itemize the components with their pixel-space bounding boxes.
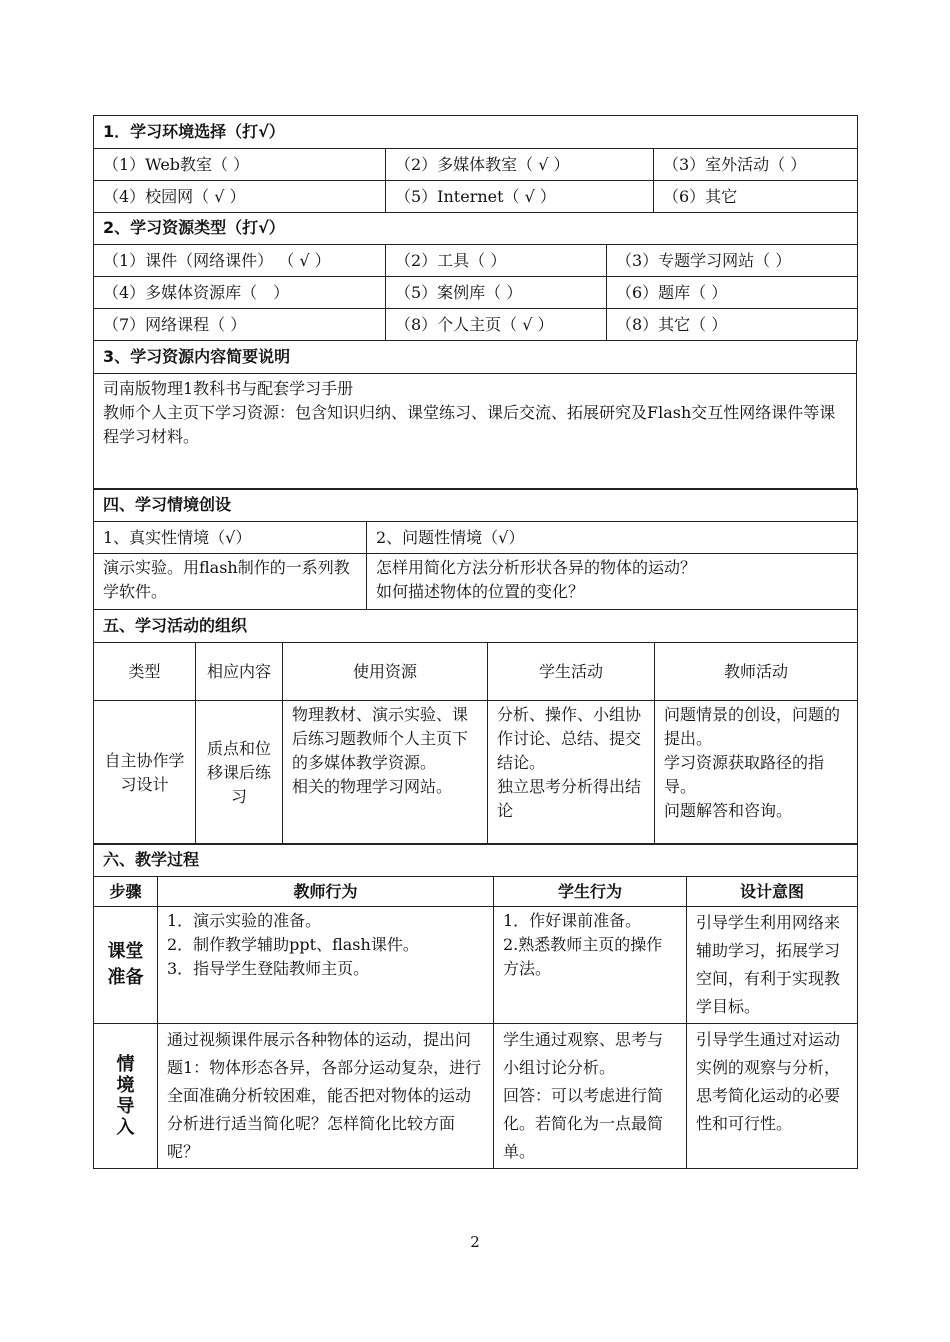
situation-header: 1、真实性情境（√）	[94, 522, 367, 554]
learning-environment-table	[93, 115, 858, 213]
column-header: 教师行为	[158, 877, 494, 907]
section-title: 1．学习环境选择（打√）	[94, 116, 858, 149]
activity-content: 质点和位移课后练习	[196, 701, 283, 845]
resource-description-table	[93, 341, 857, 490]
table-row	[94, 1024, 858, 1169]
resource-type-table	[93, 212, 858, 341]
student-behavior: 回答：可以考虑进行简化。若简化为一点最简单。	[503, 1086, 664, 1161]
column-header: 教师活动	[655, 643, 858, 701]
option-cell: （1）课件（网络课件） （ √ ）	[94, 245, 386, 277]
situation-content: 演示实验。用flash制作的一系列教学软件。	[94, 554, 367, 610]
design-intent: 引导学生利用网络来辅助学习，拓展学习空间，有利于实现教学目标。	[687, 907, 858, 1024]
teacher-activity: 问题情景的创设，问题的提出。	[664, 705, 841, 748]
teacher-activity: 问题解答和咨询。	[664, 801, 793, 820]
option-cell: （3）专题学习网站（ ）	[607, 245, 858, 277]
teacher-behavior: 2．制作教学辅助ppt、flash课件。	[167, 935, 419, 954]
option-cell: （6）其它	[654, 181, 858, 213]
table-row	[94, 907, 858, 1024]
student-behavior: 1．作好课前准备。	[503, 911, 642, 930]
activity-type: 自主协作学习设计	[94, 701, 196, 845]
design-intent: 引导学生通过对运动实例的观察与分析，思考简化运动的必要性和可行性。	[687, 1024, 858, 1169]
column-header: 学生行为	[494, 877, 687, 907]
situation-question: 如何描述物体的位置的变化？	[376, 582, 585, 601]
description-line: 教师个人主页下学习资源：包含知识归纳、课堂练习、课后交流、拓展研究及Flash交互性网络课件等课程学习材料。	[103, 403, 836, 446]
student-activity: 分析、操作、小组协作讨论、总结、提交结论。	[497, 705, 642, 772]
option-cell: （5）Internet（ √ ）	[386, 181, 654, 213]
student-behavior: 学生通过观察、思考与小组讨论分析。	[503, 1030, 664, 1077]
description-line: 司南版物理1教科书与配套学习手册	[103, 379, 354, 398]
option-cell: （2）工具（ ）	[386, 245, 607, 277]
teacher-behavior: 3．指导学生登陆教师主页。	[167, 959, 370, 978]
situation-header: 2、问题性情境（√）	[367, 522, 858, 554]
learning-situation-table	[93, 488, 858, 610]
student-activity: 独立思考分析得出结论	[497, 777, 642, 820]
option-cell: （8）个人主页（ √ ）	[386, 309, 607, 341]
section-title: 3、学习资源内容简要说明	[94, 341, 857, 374]
section-title: 2、学习资源类型（打√）	[94, 212, 858, 245]
column-header: 使用资源	[283, 643, 488, 701]
option-cell: （5）案例库（ ）	[386, 277, 607, 309]
teacher-behavior: 1．演示实验的准备。	[167, 911, 322, 930]
option-cell: （7）网络课程（ ）	[94, 309, 386, 341]
resource-text: 相关的物理学习网站。	[292, 777, 453, 796]
teacher-behavior: 通过视频课件展示各种物体的运动，提出问题1：物体形态各异，各部分运动复杂，进行全面准确分析较困难，能否把对物体的运动分析进行适当简化呢？怎样简化比较方面呢？	[158, 1024, 494, 1169]
column-header: 类型	[94, 643, 196, 701]
option-cell: （3）室外活动（ ）	[654, 149, 858, 181]
teaching-process-table	[93, 843, 858, 1169]
section-title: 六、教学过程	[94, 844, 858, 877]
teacher-activity: 学习资源获取路径的指导。	[664, 753, 825, 796]
column-header: 学生活动	[488, 643, 655, 701]
option-cell: （8）其它（ ）	[607, 309, 858, 341]
resource-text: 物理教材、演示实验、课后练习题教师个人主页下的多媒体教学资源。	[292, 705, 469, 772]
step-label: 课堂准备	[94, 907, 158, 1024]
column-header: 相应内容	[196, 643, 283, 701]
student-behavior: 2.熟悉教师主页的操作方法。	[503, 935, 663, 978]
option-cell: （4）校园网（ √ ）	[94, 181, 386, 213]
option-cell: （2）多媒体教室（ √ ）	[386, 149, 654, 181]
section-title: 四、学习情境创设	[94, 489, 858, 522]
option-cell: （6）题库（ ）	[607, 277, 858, 309]
step-label: 情境导入	[94, 1024, 158, 1169]
section-title: 五、学习活动的组织	[94, 610, 858, 643]
situation-question: 怎样用简化方法分析形状各异的物体的运动？	[376, 558, 697, 577]
option-cell: （1）Web教室（ ）	[94, 149, 386, 181]
activity-organization-table	[93, 609, 858, 845]
page-number: 2	[470, 1233, 480, 1251]
column-header: 步骤	[94, 877, 158, 907]
column-header: 设计意图	[687, 877, 858, 907]
option-cell: （4）多媒体资源库（ ）	[94, 277, 386, 309]
